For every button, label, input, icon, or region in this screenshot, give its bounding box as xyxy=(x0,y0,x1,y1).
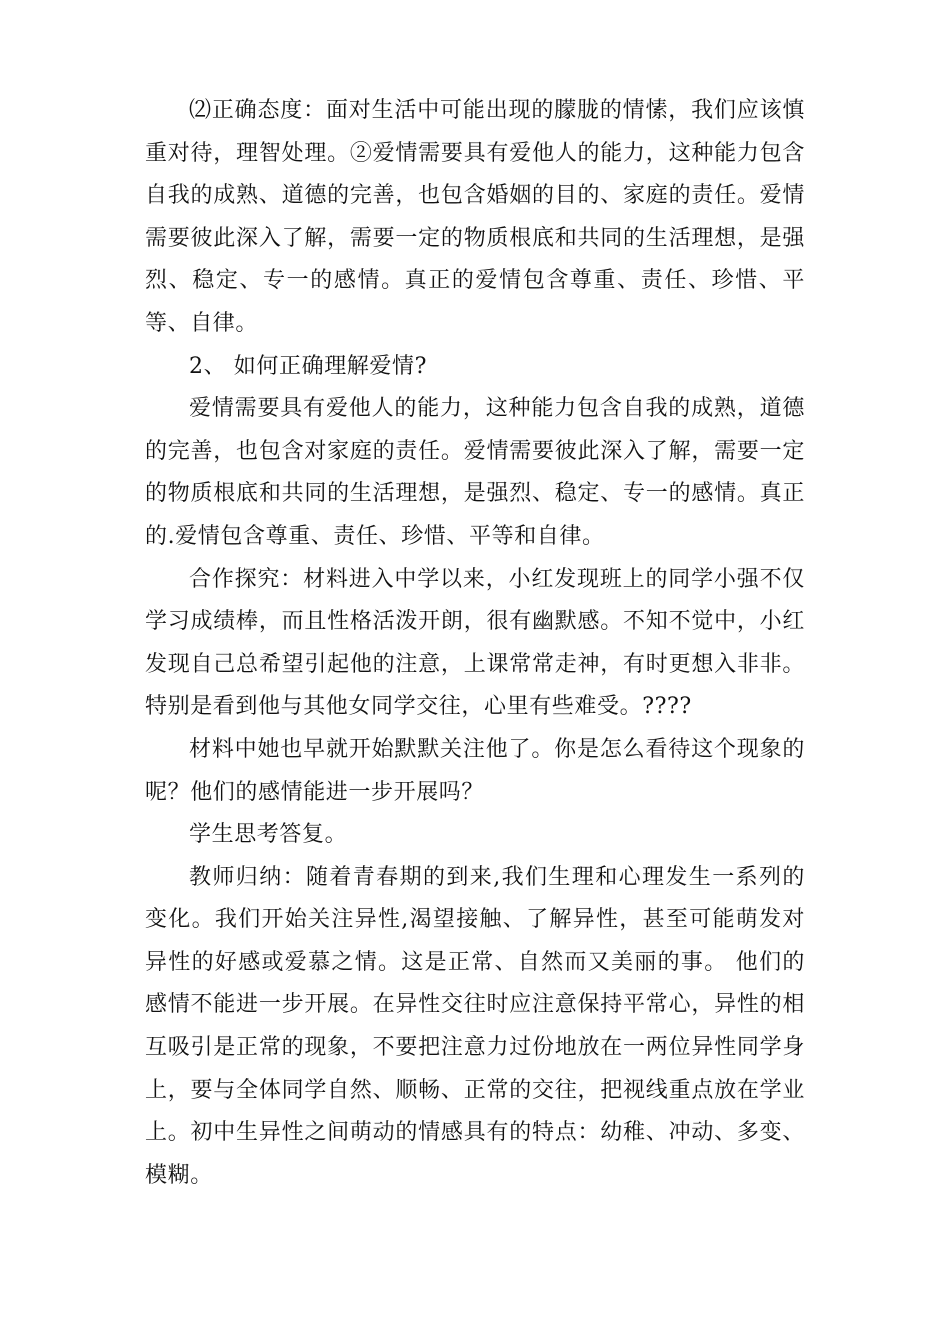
paragraph-cooperative-inquiry: 合作探究：材料进入中学以来，小红发现班上的同学小强不仅学习成绩棒，而且性格活泼开朗，很有幽默感。不知不觉中，小红发现自己总希望引起他的注意，上课常常走神，有时更想入非非。特别是看到他与其他女同学交往，心里有些难受。???? xyxy=(145,566,805,720)
paragraph-question-heading: 2、 如何正确理解爱情? xyxy=(189,353,427,379)
paragraph-student-answer: 学生思考答复。 xyxy=(189,822,348,848)
paragraph-material-question: 材料中她也早就开始默默关注他了。你是怎么看待这个现象的呢？他们的感情能进一步开展吗？ xyxy=(145,736,805,805)
paragraph-correct-attitude: ⑵正确态度：面对生活中可能出现的朦胧的情愫，我们应该慎重对待，理智处理。②爱情需要具有爱他人的能力，这种能力包含自我的成熟、道德的完善，也包含婚姻的目的、家庭的责任。爱情需要彼此深入了解，需要一定的物质根底和共同的生活理想，是强烈、稳定、专一的感情。真正的爱情包含尊重、责任、珍惜、平等、自律。 xyxy=(145,98,805,336)
document-body xyxy=(145,90,805,1197)
paragraph-love-definition: 爱情需要具有爱他人的能力，这种能力包含自我的成熟，道德的完善，也包含对家庭的责任。爱情需要彼此深入了解，需要一定的物质根底和共同的生活理想，是强烈、稳定、专一的感情。真正的.爱情包含尊重、责任、珍惜、平等和自律。 xyxy=(145,396,805,549)
paragraph-teacher-summary: 教师归纳：随着青春期的到来,我们生理和心理发生一系列的变化。我们开始关注异性,渴望接触、了解异性，甚至可能萌发对异性的好感或爱慕之情。这是正常、自然而又美丽的事。 他们的感情不能进一步开展。在异性交往时应注意保持平常心，异性的相互吸引是正常的现象，不要把注意力过份地放在一两位异性同学身上，要与全体同学自然、顺畅、正常的交往，把视线重点放在学业上。初中生异性之间萌动的情感具有的特点：幼稚、冲动、多变、模糊。 xyxy=(145,864,805,1188)
